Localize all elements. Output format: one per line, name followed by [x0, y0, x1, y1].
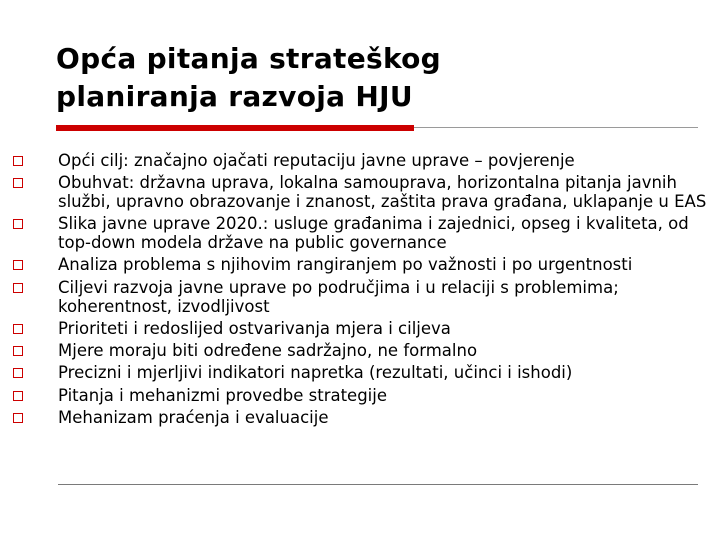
bullet-list [10, 152, 715, 431]
bullet-text: Prioriteti i redoslijed ostvarivanja mjera i ciljeva [58, 318, 451, 338]
bullet-text: Opći cilj: značajno ojačati reputaciju javne uprave – povjerenje [58, 151, 575, 170]
bullet-text: Analiza problema s njihovim rangiranjem po važnosti i po urgentnosti [58, 255, 633, 275]
title-accent-bar [56, 125, 414, 131]
hollow-square-icon [13, 346, 23, 356]
bullet-item-measures [10, 342, 715, 361]
bullet-text: Obuhvat: državna uprava, lokalna samouprava, horizontalna pitanja javnih službi, upravno obrazovanje i znanost, zaštita prava građana, uklapanje u EAS [58, 173, 707, 212]
slide-title-line-2: planiranja razvoja HJU [56, 80, 413, 113]
hollow-square-icon [13, 413, 23, 423]
bullet-text: Mjere moraju biti određene sadržajno, ne formalno [58, 341, 478, 361]
bottom-divider-line [58, 484, 698, 485]
bullet-text: Precizni i mjerljivi indikatori napretka (rezultati, učinci i ishodi) [58, 363, 573, 383]
bullet-text: Pitanja i mehanizmi provedbe strategije [58, 385, 388, 405]
bullet-item-development-goals [10, 279, 715, 317]
bullet-item-monitoring [10, 409, 715, 428]
bullet-item-indicators [10, 364, 715, 383]
hollow-square-icon [13, 260, 23, 270]
title-divider-line [414, 127, 698, 128]
bullet-item-priorities [10, 320, 715, 339]
bullet-item-implementation [10, 387, 715, 406]
bullet-text: Ciljevi razvoja javne uprave po područjima i u relaciji s problemima; koherentnost, izvodljivost [58, 277, 619, 316]
bullet-text: Slika javne uprave 2020.: usluge građanima i zajednici, opseg i kvaliteta, od top-down modela države na public governance [58, 214, 689, 253]
hollow-square-icon [13, 178, 23, 188]
bullet-text: Mehanizam praćenja i evaluacije [58, 408, 329, 428]
bullet-item-general-goal [10, 152, 715, 171]
slide-title [56, 40, 656, 116]
hollow-square-icon [13, 324, 23, 334]
hollow-square-icon [13, 219, 23, 229]
bullet-item-scope [10, 174, 715, 212]
hollow-square-icon [13, 283, 23, 293]
bullet-item-vision-2020 [10, 215, 715, 253]
bullet-item-problem-analysis [10, 256, 715, 275]
hollow-square-icon [13, 391, 23, 401]
hollow-square-icon [13, 156, 23, 166]
slide-title-line-1: Opća pitanja strateškog [56, 42, 442, 75]
hollow-square-icon [13, 368, 23, 378]
